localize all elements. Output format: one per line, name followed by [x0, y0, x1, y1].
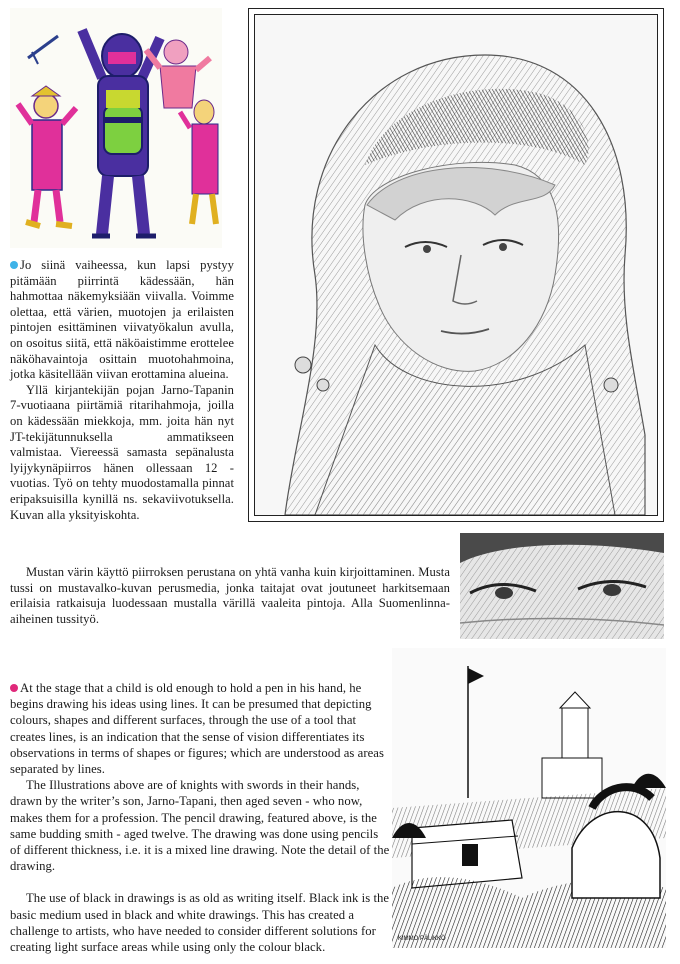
bullet-dot-icon	[10, 261, 18, 269]
en-paragraph-3: The use of black in drawings is as old as writing itself. Black ink is the basic medium used in black and white drawings. This has created a challenge to artists, who have needed to consider different solutions for creating light surface areas while using only the colour black.	[10, 891, 390, 955]
child-knights-drawing	[10, 8, 222, 248]
pencil-portrait-boy-hood-icon	[255, 15, 657, 515]
finnish-paragraph-1-block	[10, 258, 234, 523]
portrait-inner-frame	[254, 14, 658, 516]
artist-signature-icon: KIMMO PÄLIKKÖ	[398, 936, 446, 942]
english-text-block	[10, 680, 392, 955]
suomenlinna-ink-drawing	[392, 648, 666, 948]
knights-child-drawing-icon	[10, 8, 222, 248]
fi-paragraph-2: Yllä kirjantekijän pojan Jarno-Tapanin 7-vuotiaana piirtämiä ritarihahmoja, joilla on kädessään miekkoja, mm. joita hän nyt JT-tekijätunnuksella ammatikseen valmistaa. Viereessä samasta sepänalusta lyijykynäpiirros hänen ollessaan 12 -vuotias. Työ on tehty muodostamalla pinnat eripaksuisilla kynillä ns. sekaviivotuksella. Kuvan alla yksityiskohta.	[10, 382, 234, 522]
fi-paragraph-1: Jo siinä vaiheessa, kun lapsi pystyy pitämään piirrintä kädessään, hän hahmottaa näkemyksiään viivalla. Voimme olettaa, että värien, muotojen ja erilaisten pintojen esittäminen viivatyökalun avulla, on osoitus siitä, että näköaistimme erottelee näköhavaintoja osittain muotohahmoina, jotka käsitellään viivan erottamina alueina.	[10, 258, 234, 382]
en-paragraph-1: At the stage that a child is old enough to hold a pen in his hand, he begins drawing his ideas using lines. It can be presumed that depicting colours, shapes and different surfaces, through the use of a tool that creates lines, is an indication that the sense of vision differentiates its observations in terms of shapes or figures; which are understood as areas separated by lines.	[10, 681, 384, 777]
fi-paragraph-3	[10, 565, 450, 627]
eyes-detail-crop-icon	[460, 533, 664, 639]
bullet-dot-icon	[10, 684, 18, 692]
fi-paragraph-3-text: Mustan värin käyttö piirroksen perustana on yhtä vanha kuin kirjoittaminen. Musta tussi on mustavalko-kuvan perusmedia, jonka taitajat ovat joutuneet harkitsemaan erilaisia ratkaisuja luodessaan mustalla värillä vaaleita pintoja. Alla Suomenlinna-aiheinen tussityö.	[10, 565, 450, 626]
suomenlinna-ink-drawing-icon	[392, 648, 666, 948]
eyes-detail-image	[460, 533, 664, 639]
portrait-frame	[248, 8, 664, 522]
en-paragraph-2: The Illustrations above are of knights with swords in their hands, drawn by the writer’s son, Jarno-Tapani, then aged seven - who now, makes them for a profession. The pencil drawing, featured above, is the same budding smith - aged twelve. The drawing was done using pencils of different thickness, i.e. it is a mixed line drawing. Note the detail of the drawing.	[10, 778, 390, 874]
